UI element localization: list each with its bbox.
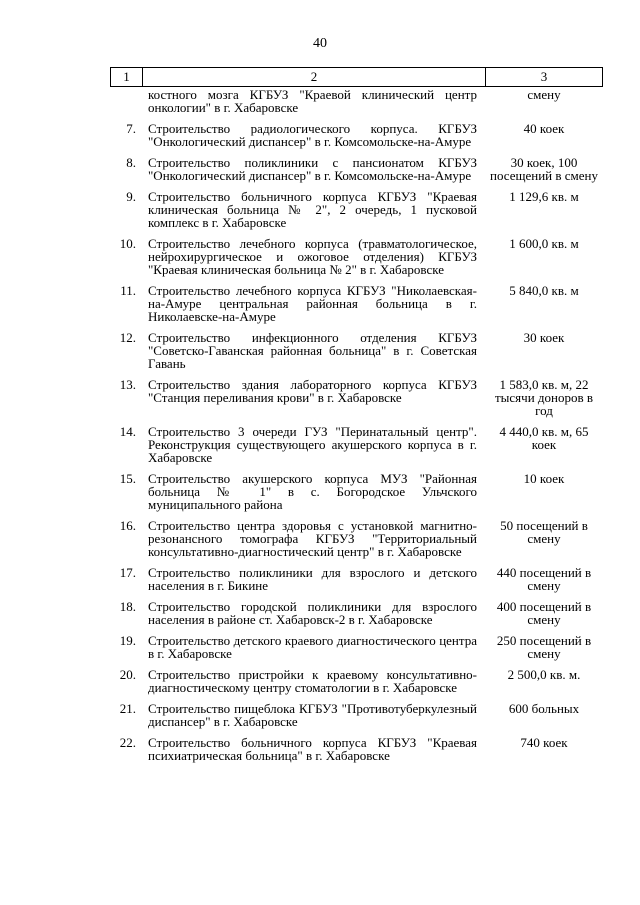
row-name: Строительство акушерского корпуса МУЗ "Районная больница № 1" в с. Богородское Ульчского муниципального района (148, 471, 477, 512)
row-number: 20. (119, 667, 136, 682)
row-name: Строительство поликлиники для взрослого и детского населения в г. Бикине (148, 565, 477, 593)
row-name: Строительство городской поликлиники для взрослого населения в районе ст. Хабаровск-2 в г. Хабаровске (148, 599, 477, 627)
table-row (110, 190, 603, 229)
row-name: Строительство поликлиники с пансионатом КГБУЗ "Онкологический диспансер" в г. Комсомольске-на-Амуре (148, 155, 477, 183)
row-number: 17. (119, 565, 136, 580)
table-row-continuation (110, 88, 603, 114)
row-number: 18. (119, 599, 136, 614)
row-capacity: смену (527, 87, 561, 102)
row-capacity: 4 440,0 кв. м, 65 коек (499, 424, 589, 452)
row-number: 11. (120, 283, 136, 298)
row-number: 13. (119, 377, 136, 392)
row-number: 8. (126, 155, 136, 170)
row-number: 10. (119, 236, 136, 251)
table-row (110, 634, 603, 660)
row-capacity: 10 коек (523, 471, 565, 486)
page-number: 40 (313, 36, 327, 51)
row-number (110, 88, 142, 114)
table-row (110, 736, 603, 762)
row-capacity: 440 посещений в смену (496, 565, 592, 593)
table-row (110, 331, 603, 370)
row-number: 22. (119, 735, 136, 750)
row-name: Строительство лечебного корпуса (травматологическое, нейрохирургическое и ожоговое отделения) КГБУЗ "Краевая клиническая больница № 2" в г. Хабаровске (148, 236, 477, 277)
table-header-row (110, 67, 603, 87)
row-number: 16. (119, 518, 136, 533)
row-name: Строительство пищеблока КГБУЗ "Противотуберкулезный диспансер" в г. Хабаровске (148, 701, 477, 729)
row-name: Строительство 3 очереди ГУЗ "Перинатальный центр". Реконструкция существующего акушерского корпуса в г. Хабаровске (148, 424, 477, 465)
header-col-2: 2 (143, 68, 486, 86)
row-name: костного мозга КГБУЗ "Краевой клинический центр онкологии" в г. Хабаровске (148, 87, 477, 115)
row-capacity: 2 500,0 кв. м. (507, 667, 581, 682)
table-row (110, 237, 603, 276)
row-capacity: 740 коек (520, 735, 568, 750)
row-capacity: 1 600,0 кв. м (509, 236, 579, 251)
row-number: 19. (119, 633, 136, 648)
row-number: 7. (126, 121, 136, 136)
table-row (110, 668, 603, 694)
row-name: Строительство больничного корпуса КГБУЗ "Краевая психиатрическая больница" в г. Хабаровске (148, 735, 477, 763)
table-row (110, 472, 603, 511)
table-row (110, 702, 603, 728)
table-row (110, 122, 603, 148)
row-name: Строительство лечебного корпуса КГБУЗ "Николаевская-на-Амуре центральная районная больница в г. Николаевске-на-Амуре (148, 283, 477, 324)
table-body (110, 122, 603, 762)
row-number: 14. (119, 424, 136, 439)
row-capacity: 1 583,0 кв. м, 22 тысячи доноров в год (494, 377, 593, 418)
row-capacity: 5 840,0 кв. м (509, 283, 579, 298)
header-col-1: 1 (111, 68, 143, 86)
row-capacity: 40 коек (523, 121, 565, 136)
row-capacity: 30 коек, 100 посещений в смену (490, 155, 598, 183)
table-row (110, 600, 603, 626)
row-name: Строительство радиологического корпуса. КГБУЗ "Онкологический диспансер" в г. Комсомольске-на-Амуре (148, 121, 477, 149)
row-capacity: 400 посещений в смену (496, 599, 592, 627)
header-col-3: 3 (540, 69, 548, 84)
row-capacity: 1 129,6 кв. м (509, 189, 579, 204)
table-row (110, 425, 603, 464)
row-name: Строительство центра здоровья с установкой магнитно-резонансного томографа КГБУЗ "Территориальный консультативно-диагностический центр" в г. Хабаровске (148, 518, 477, 559)
row-name: Строительство инфекционного отделения КГБУЗ "Советско-Гаванская районная больница" в г. Советская Гавань (148, 330, 477, 371)
row-name: Строительство здания лабораторного корпуса КГБУЗ "Станция переливания крови" в г. Хабаровске (148, 377, 477, 405)
table-row (110, 378, 603, 417)
row-number: 21. (119, 701, 136, 716)
table-row (110, 519, 603, 558)
row-capacity: 250 посещений в смену (496, 633, 592, 661)
row-capacity: 30 коек (523, 330, 565, 345)
row-capacity: 600 больных (508, 701, 580, 716)
row-capacity: 50 посещений в смену (500, 518, 588, 546)
row-name: Строительство больничного корпуса КГБУЗ "Краевая клиническая больница № 2", 2 очередь, 1 пусковой комплекс в г. Хабаровске (148, 189, 477, 230)
row-number: 9. (126, 189, 136, 204)
construction-table (110, 67, 603, 762)
row-number: 15. (119, 471, 136, 486)
table-row (110, 156, 603, 182)
row-name: Строительство детского краевого диагностического центра в г. Хабаровске (148, 633, 477, 661)
row-number: 12. (119, 330, 136, 345)
row-name: Строительство пристройки к краевому консультативно-диагностическому центру стоматологии в г. Хабаровске (148, 667, 477, 695)
table-row (110, 284, 603, 323)
table-row (110, 566, 603, 592)
